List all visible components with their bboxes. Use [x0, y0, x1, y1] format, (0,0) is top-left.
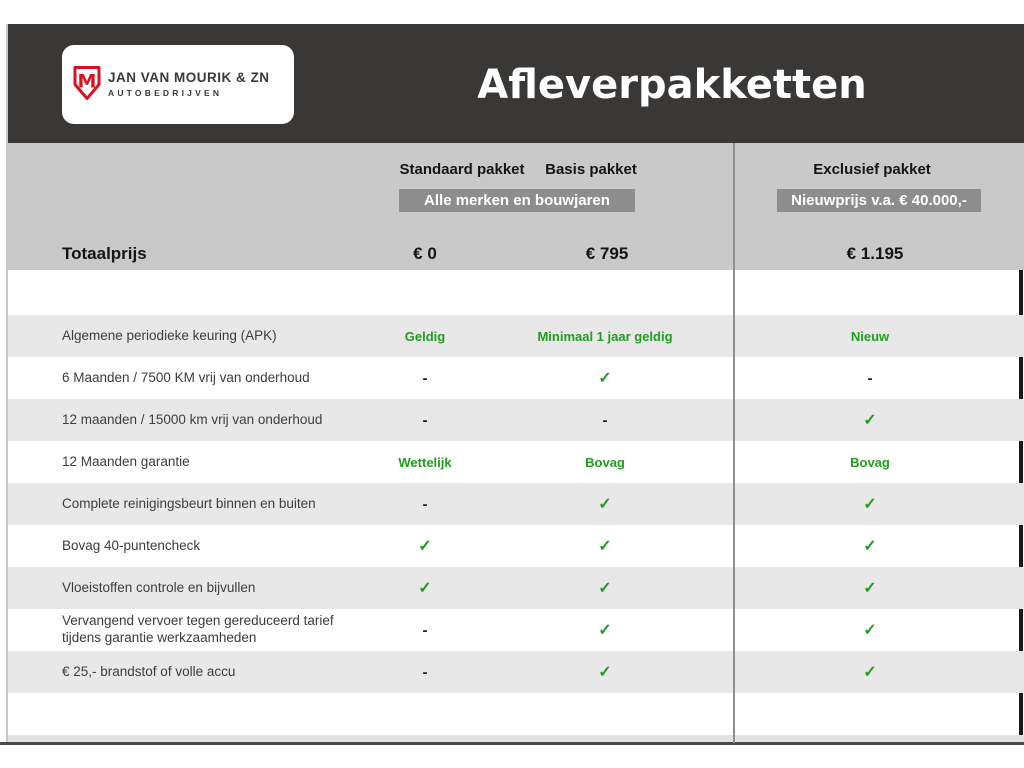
check-icon: ✓: [863, 580, 877, 597]
check-icon: ✓: [863, 538, 877, 555]
table-row: [8, 651, 1024, 693]
logo-company-name: JAN VAN MOURIK & ZN: [108, 70, 270, 85]
bottom-border-line: [0, 742, 1024, 745]
check-icon: ✓: [863, 622, 877, 639]
check-icon: ✓: [418, 538, 432, 555]
column-header-standaard: Standaard pakket: [399, 161, 525, 178]
page-title: Afleverpakketten: [477, 62, 867, 108]
logo-shield-icon: [73, 65, 101, 101]
header-bar: [8, 24, 1024, 143]
column-header-basis: Basis pakket: [545, 161, 637, 178]
price-basis: € 795: [585, 244, 629, 263]
cell-value: Wettelijk: [398, 454, 452, 470]
feature-label: Vloeistoffen controle en bijvullen: [62, 579, 256, 595]
feature-label: 12 maanden / 15000 km vrij van onderhoud: [62, 411, 323, 427]
feature-table: [8, 315, 1024, 693]
feature-label: Complete reinigingsbeurt binnen en buiten: [62, 495, 316, 511]
table-row: [8, 483, 1024, 525]
check-icon: ✓: [863, 496, 877, 513]
check-icon: ✓: [418, 580, 432, 597]
feature-label: 6 Maanden / 7500 KM vrij van onderhoud: [62, 369, 310, 385]
cell-value: Geldig: [404, 328, 446, 344]
feature-label: Vervangend vervoer tegen gereduceerd tarief tijdens garantie werkzaamheden: [62, 613, 334, 645]
dash-icon: -: [422, 411, 428, 429]
check-icon: ✓: [598, 496, 612, 513]
table-row: [8, 315, 1024, 357]
table-row: [8, 441, 1024, 483]
feature-label: 12 Maanden garantie: [62, 453, 190, 469]
check-icon: ✓: [598, 370, 612, 387]
column-header-exclusief: Exclusief pakket: [813, 161, 931, 178]
logo-subtitle: AUTOBEDRIJVEN: [108, 88, 223, 98]
svg-text:M: M: [77, 70, 97, 93]
table-row: [8, 609, 1024, 651]
cell-value: Bovag: [850, 454, 890, 470]
dash-icon: -: [422, 621, 428, 639]
cell-value: Nieuw: [850, 328, 890, 344]
dash-icon: -: [422, 369, 428, 387]
price-standaard: € 0: [413, 244, 437, 263]
check-icon: ✓: [598, 580, 612, 597]
feature-label: Bovag 40-puntencheck: [62, 537, 201, 553]
company-logo: [62, 45, 294, 124]
column-divider-line: [733, 143, 735, 743]
check-icon: ✓: [598, 622, 612, 639]
check-icon: ✓: [863, 412, 877, 429]
table-row: [8, 399, 1024, 441]
package-header-section: [8, 143, 1024, 270]
bottom-strip: [8, 735, 1024, 742]
total-price-label: Totaalprijs: [62, 244, 147, 263]
feature-label: Algemene periodieke keuring (APK): [62, 327, 277, 343]
check-icon: ✓: [598, 538, 612, 555]
table-row: [8, 357, 1024, 399]
check-icon: ✓: [863, 664, 877, 681]
dash-icon: -: [422, 495, 428, 513]
dash-icon: -: [602, 411, 608, 429]
check-icon: ✓: [598, 664, 612, 681]
cell-value: Minimaal 1 jaar geldig: [537, 328, 673, 344]
feature-label: € 25,- brandstof of volle accu: [62, 663, 236, 679]
badge-nieuwprijs: Nieuwprijs v.a. € 40.000,-: [777, 189, 981, 212]
dash-icon: -: [422, 663, 428, 681]
table-row: [8, 567, 1024, 609]
table-row: [8, 525, 1024, 567]
logo-text-block: [108, 70, 270, 98]
cell-value: Bovag: [585, 454, 625, 470]
badge-alle-merken: Alle merken en bouwjaren: [399, 189, 635, 212]
price-exclusief: € 1.195: [846, 244, 904, 263]
dash-icon: -: [867, 369, 873, 387]
